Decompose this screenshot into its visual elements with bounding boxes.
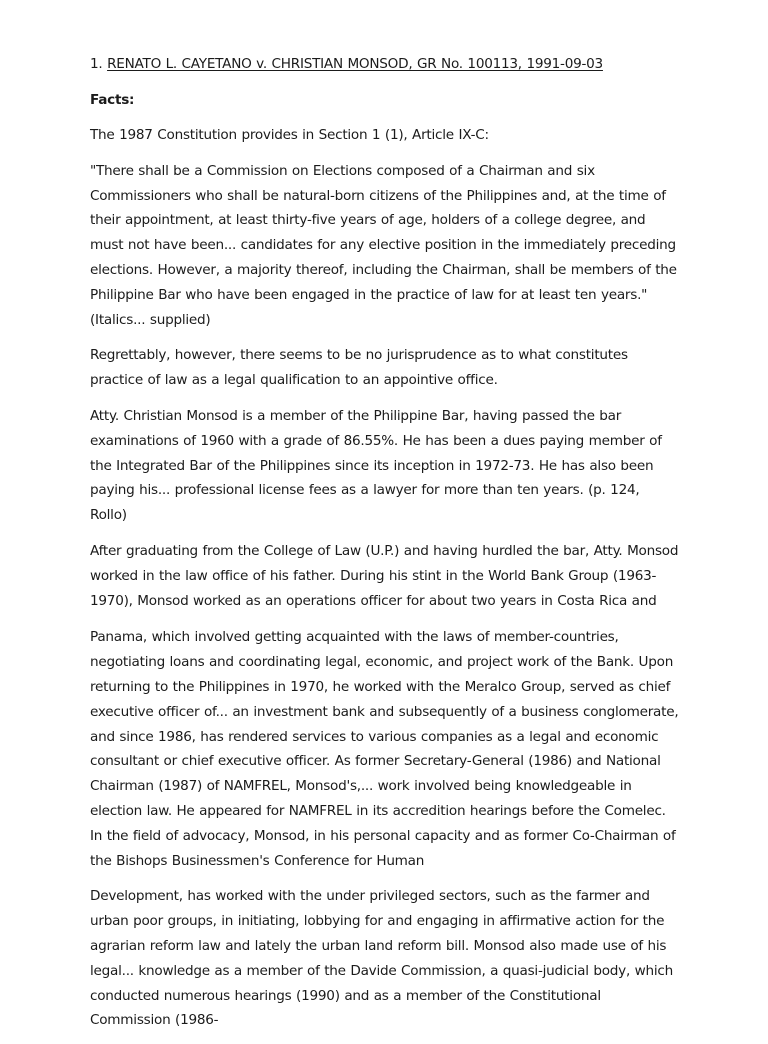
document-body bbox=[90, 52, 680, 1044]
case-title: RENATO L. CAYETANO v. CHRISTIAN MONSOD, GR No. 100113, 1991-09-03 bbox=[107, 56, 603, 72]
paragraph-bar-membership: Atty. Christian Monsod is a member of the Philippine Bar, having passed the bar examinations of 1960 with a grade of 86.55%. He has been a dues paying member of the Integrated Bar of the Philippines since its inception in 1972-73. He has also been paying his... professional license fees as a lawyer for more than ten years. (p. 124, Rollo) bbox=[90, 407, 662, 524]
paragraph-career-start: After graduating from the College of Law (U.P.) and having hurdled the bar, Atty. Monsod worked in the law office of his father. During his stint in the World Bank Group (1963-1970), Monsod worked as an operations officer for about two years in Costa Rica and bbox=[90, 542, 679, 609]
section-label-facts: Facts: bbox=[90, 92, 135, 108]
paragraph-constitution-quote: "There shall be a Commission on Elections composed of a Chairman and six Commissioners who shall be natural-born citizens of the Philippines and, at the time of their appointment, at least thirty-five years of age, holders of a college degree, and must not have been... candidates for any elective position in the immediately preceding elections. However, a majority thereof, including the Chairman, shall be members of the Philippine Bar who have been engaged in the practice of law for at least ten years." (Italics... supplied) bbox=[90, 162, 677, 328]
case-number: 1. bbox=[90, 56, 103, 72]
paragraph-intro: The 1987 Constitution provides in Section 1 (1), Article IX-C: bbox=[90, 127, 489, 143]
paragraph-jurisprudence: Regrettably, however, there seems to be no jurisprudence as to what constitutes practice of law as a legal qualification to an appointive office. bbox=[90, 347, 628, 389]
paragraph-advocacy: Development, has worked with the under privileged sectors, such as the farmer and urban poor groups, in initiating, lobbying for and engaging in affirmative action for the agrarian reform law and lately the urban land reform bill. Monsod also made use of his legal... knowledge as a member of the Davide Commission, a quasi-judicial body, which conducted numerous hearings (1990) and as a member of the Constitutional Commission (1986- bbox=[90, 888, 673, 1029]
paragraph-career-continued: Panama, which involved getting acquainted with the laws of member-countries, negotiating loans and coordinating legal, economic, and project work of the Bank. Upon returning to the Philippines in 1970, he worked with the Meralco Group, served as chief executive officer of... an investment bank and subsequently of a business conglomerate, and since 1986, has rendered services to various companies as a legal and economic consultant or chief executive officer. As former Secretary-General (1986) and National Chairman (1987) of NAMFREL, Monsod's,... work involved being knowledgeable in election law. He appeared for NAMFREL in its accredition hearings before the Comelec. In the field of advocacy, Monsod, in his personal capacity and as former Co-Chairman of the Bishops Businessmen's Conference for Human bbox=[90, 629, 679, 869]
case-heading bbox=[90, 52, 680, 76]
